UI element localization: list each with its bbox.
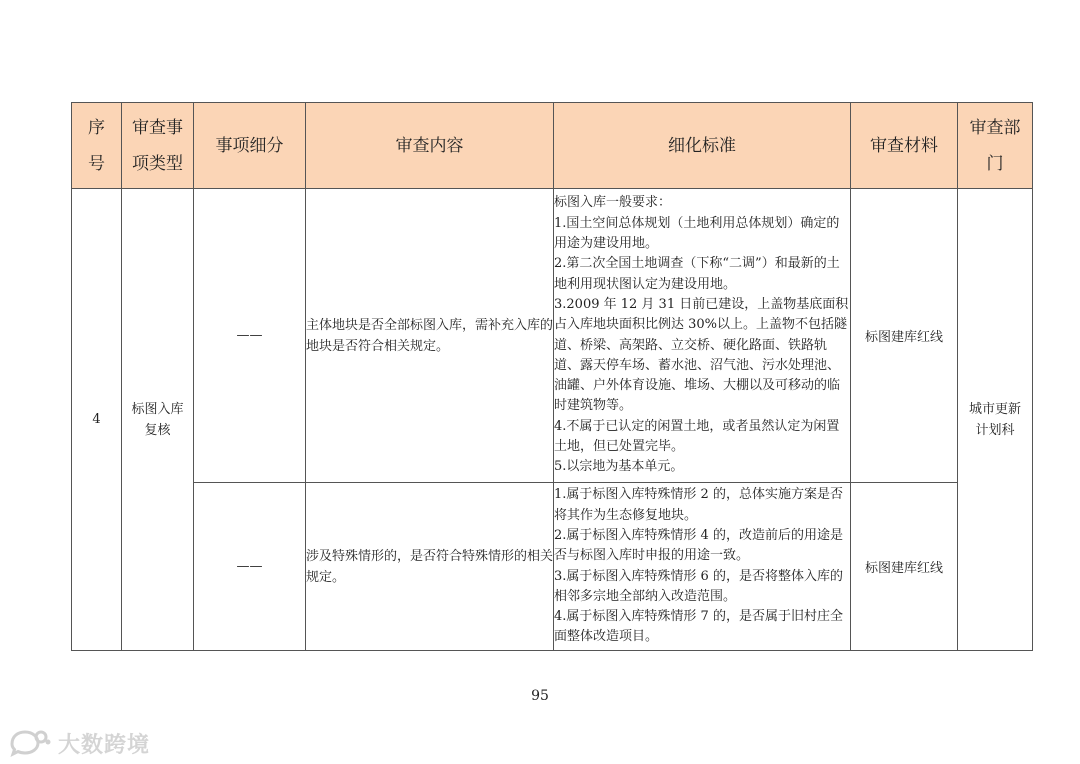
header-materials: 审查材料: [851, 103, 958, 189]
header-seq: [72, 103, 122, 189]
header-content: 审查内容: [306, 103, 554, 189]
page-number: 95: [531, 688, 549, 704]
watermark: [8, 726, 150, 760]
type-line-2: 复核: [144, 422, 171, 438]
header-type: [122, 103, 194, 189]
subdivision-cell: ——: [194, 189, 306, 483]
type-cell: [122, 189, 194, 651]
standard-cell: [554, 189, 851, 483]
content-cell: 主体地块是否全部标图入库，需补充入库的地块是否符合相关规定。: [306, 189, 554, 483]
standard-item: 3.属于标图入库特殊情形 6 的，是否将整体入库的相邻多宗地全部纳入改造范围。: [554, 568, 843, 604]
header-row: [72, 103, 1033, 189]
header-subdivision: 事项细分: [194, 103, 306, 189]
review-table: [71, 102, 1033, 651]
standard-item: 3.2009 年 12 月 31 日前已建设，上盖物基底面积占入库地块面积比例达 30%以上。上盖物不包括隧道、桥梁、高架路、立交桥、硬化路面、铁路轨道、露天停车场、蓄水池、沼气池、污水处理池、油罐、户外体育设施、堆场、大棚以及可移动的临时建筑物等。: [554, 296, 849, 414]
standard-item: 5.以宗地为基本单元。: [554, 459, 684, 475]
header-seq-line-1: 序: [88, 117, 105, 138]
chat-bubble-logo-icon: [8, 728, 52, 758]
type-line-1: 标图入库: [131, 401, 184, 417]
subdivision-cell: ——: [194, 483, 306, 651]
department-cell: [958, 189, 1033, 651]
materials-cell: 标图建库红线: [851, 483, 958, 651]
watermark-text: 大数跨境: [58, 732, 151, 758]
standard-item: 标图入库一般要求：: [554, 195, 672, 211]
header-department: [958, 103, 1033, 189]
standard-item: 4.不属于已认定的闲置土地，或者虽然认定为闲置土地，但已处置完毕。: [554, 418, 840, 454]
header-department-line-2: 门: [986, 153, 1004, 174]
materials-cell: 标图建库红线: [851, 189, 958, 483]
standard-item: 2.属于标图入库特殊情形 4 的，改造前后的用途是否与标图入库时申报的用途一致。: [554, 527, 843, 564]
table-row: [72, 189, 1033, 483]
department-line-1: 城市更新: [968, 401, 1021, 417]
standard-item: 4.属于标图入库特殊情形 7 的，是否属于旧村庄全面整体改造项目。: [554, 609, 843, 645]
standard-item: 2.第二次全国土地调查（下称“二调”）和最新的土地利用现状图认定为建设用地。: [554, 256, 840, 292]
content-cell: 涉及特殊情形的，是否符合特殊情形的相关规定。: [306, 483, 554, 651]
header-standard: 细化标准: [554, 103, 851, 189]
standard-item: 1.属于标图入库特殊情形 2 的，总体实施方案是否将其作为生态修复地块。: [554, 487, 843, 523]
header-type-line-2: 项类型: [132, 153, 183, 174]
header-seq-line-2: 号: [88, 153, 105, 174]
seq-cell: 4: [72, 189, 122, 651]
header-department-line-1: 审查部: [969, 117, 1021, 138]
standard-item: 1.国土空间总体规划（土地利用总体规划）确定的用途为建设用地。: [554, 215, 840, 252]
table-row: [72, 483, 1033, 651]
department-line-2: 计划科: [975, 422, 1015, 438]
header-type-line-1: 审查事: [132, 117, 183, 138]
standard-cell: [554, 483, 851, 651]
